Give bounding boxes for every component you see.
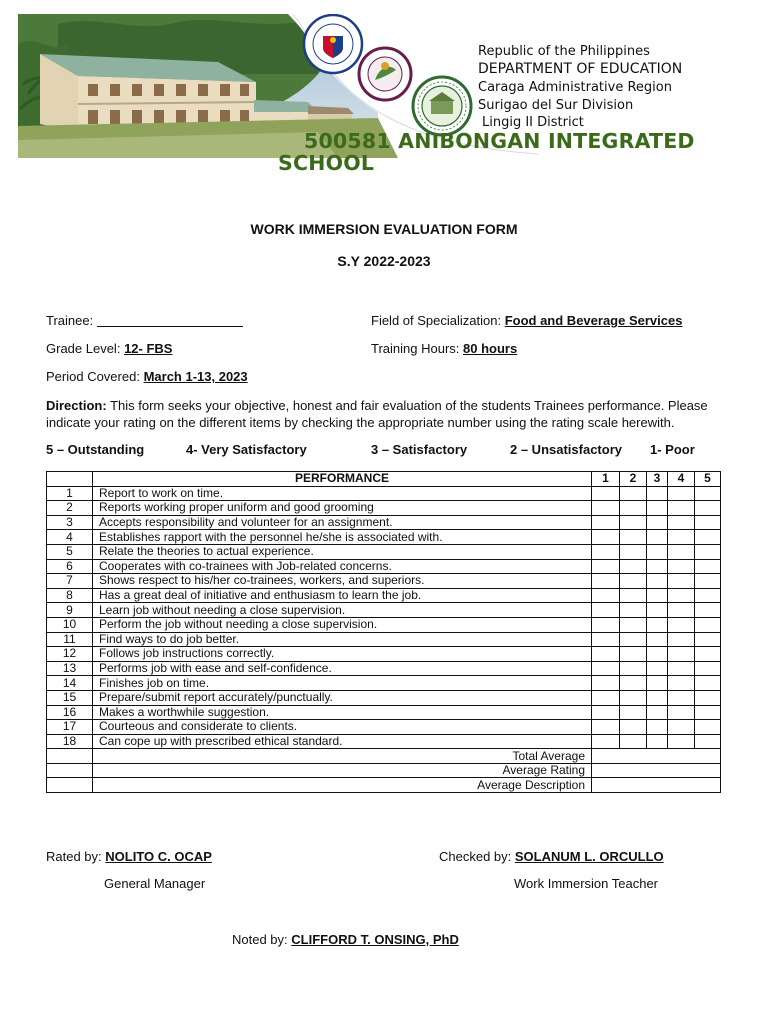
rating-cell-1[interactable] [592, 559, 620, 574]
row-criterion: Report to work on time. [93, 486, 592, 501]
agency-line-4: Surigao del Sur Division [478, 98, 634, 113]
rating-cell-1[interactable] [592, 515, 620, 530]
rating-cell-2[interactable] [620, 588, 647, 603]
trainee-field[interactable] [97, 313, 243, 327]
rating-cell-4[interactable] [668, 515, 695, 530]
scale-1: 1- Poor [650, 442, 695, 457]
school-name-text: ANIBONGAN INTEGRATED SCHOOL [278, 129, 695, 175]
row-number: 11 [47, 632, 93, 647]
rating-cell-3[interactable] [647, 720, 668, 735]
rating-cell-4[interactable] [668, 734, 695, 749]
rating-cell-4[interactable] [668, 559, 695, 574]
rating-cell-3[interactable] [647, 544, 668, 559]
rating-cell-5[interactable] [695, 705, 721, 720]
rating-cell-5[interactable] [695, 559, 721, 574]
summary-value-cell[interactable] [592, 778, 721, 793]
summary-label: Average Description [93, 778, 592, 793]
rating-cell-4[interactable] [668, 690, 695, 705]
rating-cell-3[interactable] [647, 530, 668, 545]
rated-by-line [46, 849, 212, 864]
rating-cell-3[interactable] [647, 647, 668, 662]
rating-cell-2[interactable] [620, 544, 647, 559]
trainee-label: Trainee: [46, 313, 94, 328]
row-criterion: Prepare/submit report accurately/punctually. [93, 690, 592, 705]
row-number: 3 [47, 515, 93, 530]
agency-line-5: Lingig II District [482, 115, 584, 130]
direction-text: This form seeks your objective, honest and fair evaluation of the students Trainees performance. Please indicate your rating on the different items by checking the appropriate number using the rating scale herewith. [46, 398, 708, 430]
rating-cell-3[interactable] [647, 559, 668, 574]
table-body [47, 486, 721, 792]
rating-cell-5[interactable] [695, 647, 721, 662]
rating-cell-3[interactable] [647, 661, 668, 676]
table-row [47, 617, 721, 632]
checked-by-line [439, 849, 664, 864]
rating-cell-1[interactable] [592, 690, 620, 705]
rating-cell-4[interactable] [668, 647, 695, 662]
field-line [371, 313, 682, 328]
table-row [47, 603, 721, 618]
row-number: 13 [47, 661, 93, 676]
summary-row [47, 763, 721, 778]
rating-cell-4[interactable] [668, 617, 695, 632]
rating-cell-1[interactable] [592, 720, 620, 735]
rating-cell-1[interactable] [592, 501, 620, 516]
summary-label: Average Rating [93, 763, 592, 778]
header-rating-4: 4 [668, 472, 695, 487]
row-criterion: Cooperates with co-trainees with Job-related concerns. [93, 559, 592, 574]
table-row [47, 501, 721, 516]
table-row [47, 705, 721, 720]
header-rating-3: 3 [647, 472, 668, 487]
rating-cell-5[interactable] [695, 734, 721, 749]
rating-cell-1[interactable] [592, 661, 620, 676]
rating-cell-4[interactable] [668, 588, 695, 603]
summary-row [47, 778, 721, 793]
row-criterion: Follows job instructions correctly. [93, 647, 592, 662]
summary-blank-cell [47, 749, 93, 764]
rating-cell-5[interactable] [695, 632, 721, 647]
rating-cell-2[interactable] [620, 720, 647, 735]
rating-cell-1[interactable] [592, 676, 620, 691]
hours-line [371, 341, 517, 356]
row-criterion: Performs job with ease and self-confidence. [93, 661, 592, 676]
rating-cell-2[interactable] [620, 559, 647, 574]
row-number: 1 [47, 486, 93, 501]
table-row [47, 530, 721, 545]
table-row [47, 574, 721, 589]
rating-cell-5[interactable] [695, 603, 721, 618]
rating-cell-2[interactable] [620, 690, 647, 705]
rating-cell-5[interactable] [695, 676, 721, 691]
summary-row [47, 749, 721, 764]
period-value: March 1-13, 2023 [143, 369, 248, 384]
row-criterion: Find ways to do job better. [93, 632, 592, 647]
grade-line [46, 341, 172, 356]
row-criterion: Courteous and considerate to clients. [93, 720, 592, 735]
header-number-cell [47, 472, 93, 487]
deped-seal-icon [304, 15, 362, 73]
rating-cell-2[interactable] [620, 530, 647, 545]
table-row [47, 661, 721, 676]
scale-4: 4- Very Satisfactory [186, 442, 307, 457]
form-title: WORK IMMERSION EVALUATION FORM [250, 221, 518, 237]
noted-label: Noted by: [232, 932, 288, 947]
row-number: 12 [47, 647, 93, 662]
row-number: 2 [47, 501, 93, 516]
table-row [47, 559, 721, 574]
school-seal-icon [413, 77, 471, 135]
table-row [47, 734, 721, 749]
rating-cell-3[interactable] [647, 690, 668, 705]
division-seal-icon [359, 48, 411, 100]
scale-2: 2 – Unsatisfactory [510, 442, 622, 457]
summary-blank-cell [47, 778, 93, 793]
rating-cell-2[interactable] [620, 661, 647, 676]
rating-cell-3[interactable] [647, 588, 668, 603]
row-criterion: Reports working proper uniform and good grooming [93, 501, 592, 516]
field-label: Field of Specialization: [371, 313, 502, 328]
rating-cell-2[interactable] [620, 632, 647, 647]
rating-cell-4[interactable] [668, 720, 695, 735]
agency-line-1: Republic of the Philippines [478, 44, 650, 59]
table-row [47, 632, 721, 647]
field-value: Food and Beverage Services [504, 313, 683, 328]
rating-cell-2[interactable] [620, 574, 647, 589]
table-row [47, 486, 721, 501]
table-row [47, 647, 721, 662]
rating-cell-3[interactable] [647, 676, 668, 691]
row-number: 7 [47, 574, 93, 589]
table-row [47, 676, 721, 691]
noted-by-line [232, 932, 459, 947]
rating-cell-1[interactable] [592, 603, 620, 618]
rating-cell-3[interactable] [647, 603, 668, 618]
header-rating-2: 2 [620, 472, 647, 487]
scale-5: 5 – Outstanding [46, 442, 145, 457]
rating-cell-1[interactable] [592, 544, 620, 559]
performance-table [46, 471, 721, 793]
rating-cell-5[interactable] [695, 486, 721, 501]
rating-cell-2[interactable] [620, 515, 647, 530]
rating-cell-3[interactable] [647, 515, 668, 530]
summary-value-cell[interactable] [592, 749, 721, 764]
rating-cell-4[interactable] [668, 632, 695, 647]
hours-label: Training Hours: [371, 341, 460, 356]
school-year: S.Y 2022-2023 [337, 253, 431, 269]
row-criterion: Learn job without needing a close supervision. [93, 603, 592, 618]
row-criterion: Finishes job on time. [93, 676, 592, 691]
summary-blank-cell [47, 763, 93, 778]
row-number: 16 [47, 705, 93, 720]
agency-line-2: DEPARTMENT OF EDUCATION [478, 61, 683, 77]
summary-label: Total Average [93, 749, 592, 764]
rating-cell-5[interactable] [695, 574, 721, 589]
rating-cell-1[interactable] [592, 486, 620, 501]
row-number: 18 [47, 734, 93, 749]
row-number: 8 [47, 588, 93, 603]
rating-cell-3[interactable] [647, 705, 668, 720]
rating-cell-2[interactable] [620, 617, 647, 632]
table-row [47, 720, 721, 735]
direction-label: Direction: [46, 398, 107, 413]
rating-cell-5[interactable] [695, 617, 721, 632]
rating-cell-2[interactable] [620, 734, 647, 749]
checked-title: Work Immersion Teacher [514, 876, 659, 891]
rating-cell-2[interactable] [620, 501, 647, 516]
trainee-line [46, 313, 243, 328]
rating-cell-4[interactable] [668, 661, 695, 676]
header-rating-5: 5 [695, 472, 721, 487]
rating-cell-4[interactable] [668, 486, 695, 501]
scale-3: 3 – Satisfactory [371, 442, 468, 457]
row-criterion: Establishes rapport with the personnel he/she is associated with. [93, 530, 592, 545]
row-number: 14 [47, 676, 93, 691]
rated-name: NOLITO C. OCAP [105, 849, 212, 864]
rating-cell-5[interactable] [695, 530, 721, 545]
rating-cell-5[interactable] [695, 661, 721, 676]
school-name [278, 130, 728, 174]
period-line [46, 369, 248, 384]
rating-cell-4[interactable] [668, 544, 695, 559]
row-number: 15 [47, 690, 93, 705]
rating-cell-3[interactable] [647, 486, 668, 501]
rating-cell-5[interactable] [695, 515, 721, 530]
grade-label: Grade Level: [46, 341, 121, 356]
rating-cell-5[interactable] [695, 544, 721, 559]
rated-title: General Manager [104, 876, 206, 891]
row-number: 9 [47, 603, 93, 618]
school-code: 500581 [304, 129, 391, 153]
rating-cell-4[interactable] [668, 530, 695, 545]
rating-cell-3[interactable] [647, 617, 668, 632]
summary-value-cell[interactable] [592, 763, 721, 778]
header-performance: PERFORMANCE [93, 472, 592, 487]
rating-cell-1[interactable] [592, 574, 620, 589]
rating-cell-2[interactable] [620, 676, 647, 691]
header-rating-1: 1 [592, 472, 620, 487]
rating-cell-4[interactable] [668, 676, 695, 691]
rating-cell-1[interactable] [592, 632, 620, 647]
rated-label: Rated by: [46, 849, 102, 864]
rating-cell-5[interactable] [695, 588, 721, 603]
table-header-row [47, 472, 721, 487]
table-row [47, 544, 721, 559]
rating-cell-5[interactable] [695, 690, 721, 705]
row-criterion: Makes a worthwhile suggestion. [93, 705, 592, 720]
rating-cell-2[interactable] [620, 603, 647, 618]
rating-cell-1[interactable] [592, 588, 620, 603]
row-number: 10 [47, 617, 93, 632]
row-number: 6 [47, 559, 93, 574]
rating-cell-2[interactable] [620, 486, 647, 501]
agency-line-3: Caraga Administrative Region [478, 80, 672, 95]
rating-cell-1[interactable] [592, 617, 620, 632]
rating-cell-3[interactable] [647, 632, 668, 647]
row-number: 17 [47, 720, 93, 735]
rating-cell-1[interactable] [592, 734, 620, 749]
table-row [47, 690, 721, 705]
table-row [47, 515, 721, 530]
noted-name: CLIFFORD T. ONSING, PhD [291, 932, 459, 947]
rating-cell-5[interactable] [695, 501, 721, 516]
direction-paragraph [46, 397, 722, 431]
row-criterion: Has a great deal of initiative and enthusiasm to learn the job. [93, 588, 592, 603]
rating-cell-4[interactable] [668, 705, 695, 720]
rating-cell-4[interactable] [668, 501, 695, 516]
rating-cell-4[interactable] [668, 603, 695, 618]
rating-cell-2[interactable] [620, 647, 647, 662]
row-criterion: Can cope up with prescribed ethical standard. [93, 734, 592, 749]
rating-cell-3[interactable] [647, 574, 668, 589]
checked-name: SOLANUM L. ORCULLO [514, 849, 664, 864]
hours-value: 80 hours [463, 341, 518, 356]
rating-cell-4[interactable] [668, 574, 695, 589]
rating-cell-5[interactable] [695, 720, 721, 735]
period-label: Period Covered: [46, 369, 140, 384]
rating-cell-1[interactable] [592, 647, 620, 662]
row-criterion: Relate the theories to actual experience. [93, 544, 592, 559]
grade-value: 12- FBS [124, 341, 173, 356]
row-criterion: Perform the job without needing a close supervision. [93, 617, 592, 632]
rating-cell-2[interactable] [620, 705, 647, 720]
rating-cell-1[interactable] [592, 530, 620, 545]
row-number: 5 [47, 544, 93, 559]
rating-cell-1[interactable] [592, 705, 620, 720]
row-criterion: Shows respect to his/her co-trainees, workers, and superiors. [93, 574, 592, 589]
row-criterion: Accepts responsibility and volunteer for an assignment. [93, 515, 592, 530]
row-number: 4 [47, 530, 93, 545]
checked-label: Checked by: [439, 849, 512, 864]
rating-cell-3[interactable] [647, 734, 668, 749]
rating-cell-3[interactable] [647, 501, 668, 516]
table-row [47, 588, 721, 603]
